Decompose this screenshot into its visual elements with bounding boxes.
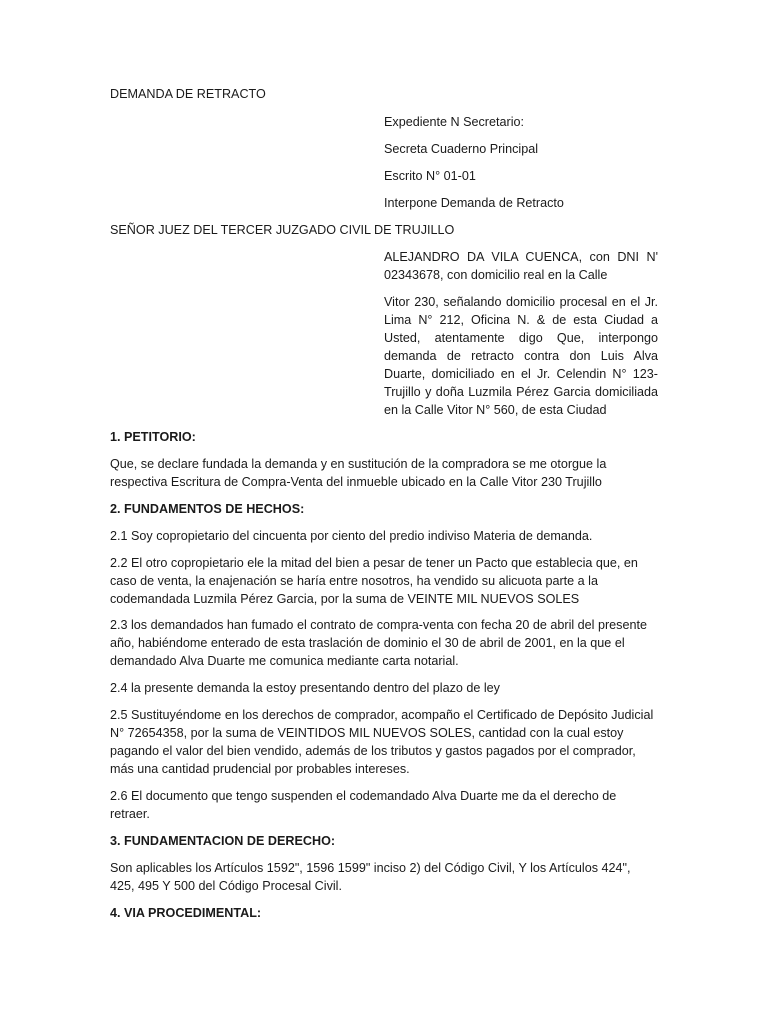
paragraph-2-4: 2.4 la presente demanda la estoy presentando dentro del plazo de ley — [110, 681, 500, 695]
header-sumilla: Interpone Demanda de Retracto — [384, 196, 564, 210]
paragraph-2-2: 2.2 El otro copropietario ele la mitad del bien a pesar de tener un Pacto que establecia que, en caso de venta, la enajenación se haría entre nosotros, ha vendido su alicuota parte a la codemandada Luzmila Pérez Garcia, por la suma de VEINTE MIL NUEVOS SOLES — [110, 556, 638, 606]
petitorio-text: Que, se declare fundada la demanda y en sustitución de la compradora se me otorgue la respectiva Escritura de Compra-Venta del inmueble ubicado en la Calle Vitor 230 Trujillo — [110, 457, 607, 489]
paragraph-2-5: 2.5 Sustituyéndome en los derechos de comprador, acompaño el Certificado de Depósito Judicial N° 72654358, por la suma de VEINTIDOS MIL NUEVOS SOLES, cantidad con la cual estoy pagando el valor del bien vendido, además de los tributos y gastos pagados por el comprador, más una cantidad prudencial por probables intereses. — [110, 708, 654, 776]
header-cuaderno: Secreta Cuaderno Principal — [384, 142, 539, 156]
header-expediente: Expediente N Secretario: — [384, 115, 525, 129]
section-heading-fundamentos-hechos: 2. FUNDAMENTOS DE HECHOS: — [110, 502, 305, 516]
intro-paragraph-2: Vitor 230, señalando domicilio procesal en el Jr. Lima N° 212, Oficina N. & de esta Ciudad a Usted, atentamente digo Que, interpongo demanda de retracto contra don Luis Alva Duarte, domiciliado en el Jr. Celendin N° 123-Trujillo y doña Luzmila Pérez Garcia domiciliada en la Calle Vitor N° 560, de esta Ciudad — [384, 295, 658, 417]
fundamentacion-derecho-text: Son aplicables los Artículos 1592", 1596 1599" inciso 2) del Código Civil, Y los Artículos 424", 425, 495 Y 500 del Código Procesal Civil. — [110, 861, 631, 893]
paragraph-2-1: 2.1 Soy copropietario del cincuenta por ciento del predio indiviso Materia de demanda. — [110, 529, 593, 543]
document-title: DEMANDA DE RETRACTO — [110, 87, 266, 101]
intro-paragraph-1: ALEJANDRO DA VILA CUENCA, con DNI N' 02343678, con domicilio real en la Calle — [384, 250, 658, 282]
section-heading-via-procedimental: 4. VIA PROCEDIMENTAL: — [110, 906, 262, 920]
paragraph-2-6: 2.6 El documento que tengo suspenden el codemandado Alva Duarte me da el derecho de retraer. — [110, 789, 617, 821]
addressee: SEÑOR JUEZ DEL TERCER JUZGADO CIVIL DE TRUJILLO — [110, 223, 455, 237]
header-escrito: Escrito N° 01-01 — [384, 169, 476, 183]
section-heading-petitorio: 1. PETITORIO: — [110, 430, 196, 444]
section-heading-fundamentacion-derecho: 3. FUNDAMENTACION DE DERECHO: — [110, 834, 336, 848]
paragraph-2-3: 2.3 los demandados han fumado el contrato de compra-venta con fecha 20 de abril del presente año, habiéndome enterado de esta traslación de dominio el 30 de abril de 2001, en la que el demandado Alva Duarte me comunica mediante carta notarial. — [110, 618, 647, 668]
